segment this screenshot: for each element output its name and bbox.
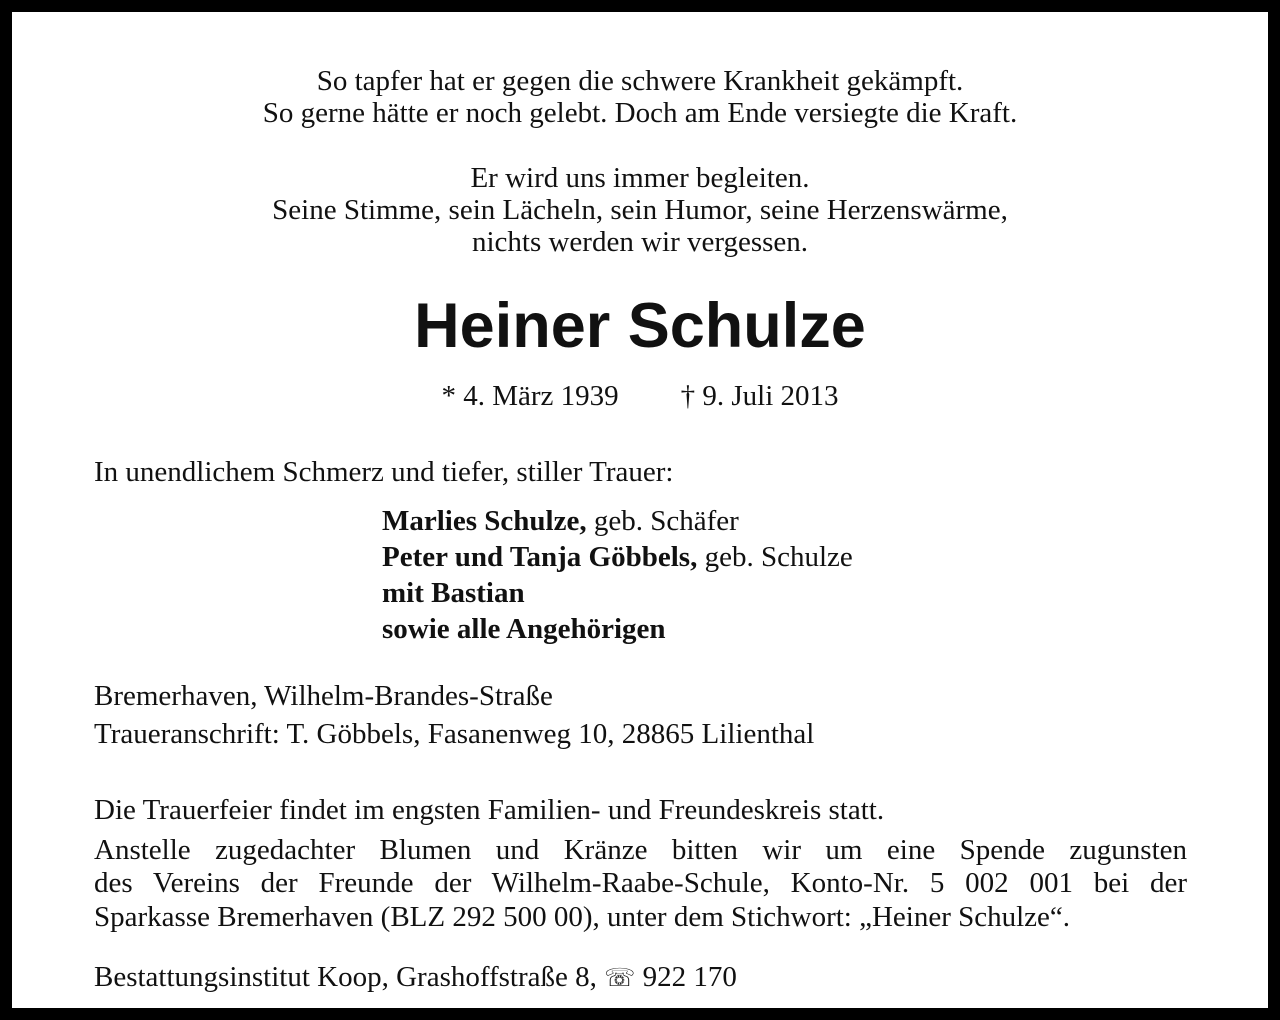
donation-line-3: Sparkasse Bremerhaven (BLZ 292 500 00), unter dem Stichwort: „Heiner Schulze“. (94, 901, 1071, 933)
donation-line-1: Anstelle zugedachter Blumen und Kränze bitten wir um eine Spende zugunsten (94, 834, 1187, 866)
poem-line-1: So tapfer hat er gegen die schwere Krankheit gekämpft. (316, 65, 964, 97)
mourner-1-name: Marlies Schulze, (382, 505, 587, 537)
undertaker-line (94, 960, 737, 995)
birth-date: * 4. März 1939 (441, 380, 619, 412)
mourner-2-suffix: geb. Schulze (697, 541, 853, 573)
undertaker-phone: 922 170 (642, 961, 737, 993)
mourning-address: Traueranschrift: T. Göbbels, Fasanenweg 10, 28865 Lilienthal (94, 718, 815, 750)
poem-line-4: Seine Stimme, sein Lächeln, sein Humor, seine Herzenswärme, (272, 194, 1008, 226)
poem-line-3: Er wird uns immer begleiten. (470, 162, 810, 194)
mourner-1-suffix: geb. Schäfer (586, 505, 739, 537)
death-date: † 9. Juli 2013 (680, 380, 839, 412)
mourner-2-name: Peter und Tanja Göbbels, (382, 541, 698, 573)
mourner-4-name: sowie alle Angehörigen (382, 613, 666, 645)
location-line: Bremerhaven, Wilhelm-Brandes-Straße (94, 680, 553, 712)
phone-icon: ☏ (604, 963, 636, 992)
mourner-3 (382, 576, 525, 610)
undertaker-text: Bestattungsinstitut Koop, Grashoffstraße 8, (94, 961, 597, 993)
poem-line-2: So gerne hätte er noch gelebt. Doch am Ende versiegte die Kraft. (262, 97, 1018, 129)
mourner-1 (382, 504, 739, 538)
mourner-2 (382, 540, 853, 574)
life-dates (12, 379, 1268, 413)
mourning-intro: In unendlichem Schmerz und tiefer, stiller Trauer: (94, 456, 674, 488)
deceased-name: Heiner Schulze (414, 291, 866, 361)
mourner-4 (382, 612, 666, 646)
mourner-3-name: mit Bastian (382, 577, 525, 609)
funeral-note: Die Trauerfeier findet im engsten Familien- und Freundeskreis statt. (94, 794, 885, 826)
poem-line-5: nichts werden wir vergessen. (471, 226, 809, 258)
donation-line-2: des Vereins der Freunde der Wilhelm-Raabe-Schule, Konto-Nr. 5 002 001 bei der (94, 867, 1187, 899)
